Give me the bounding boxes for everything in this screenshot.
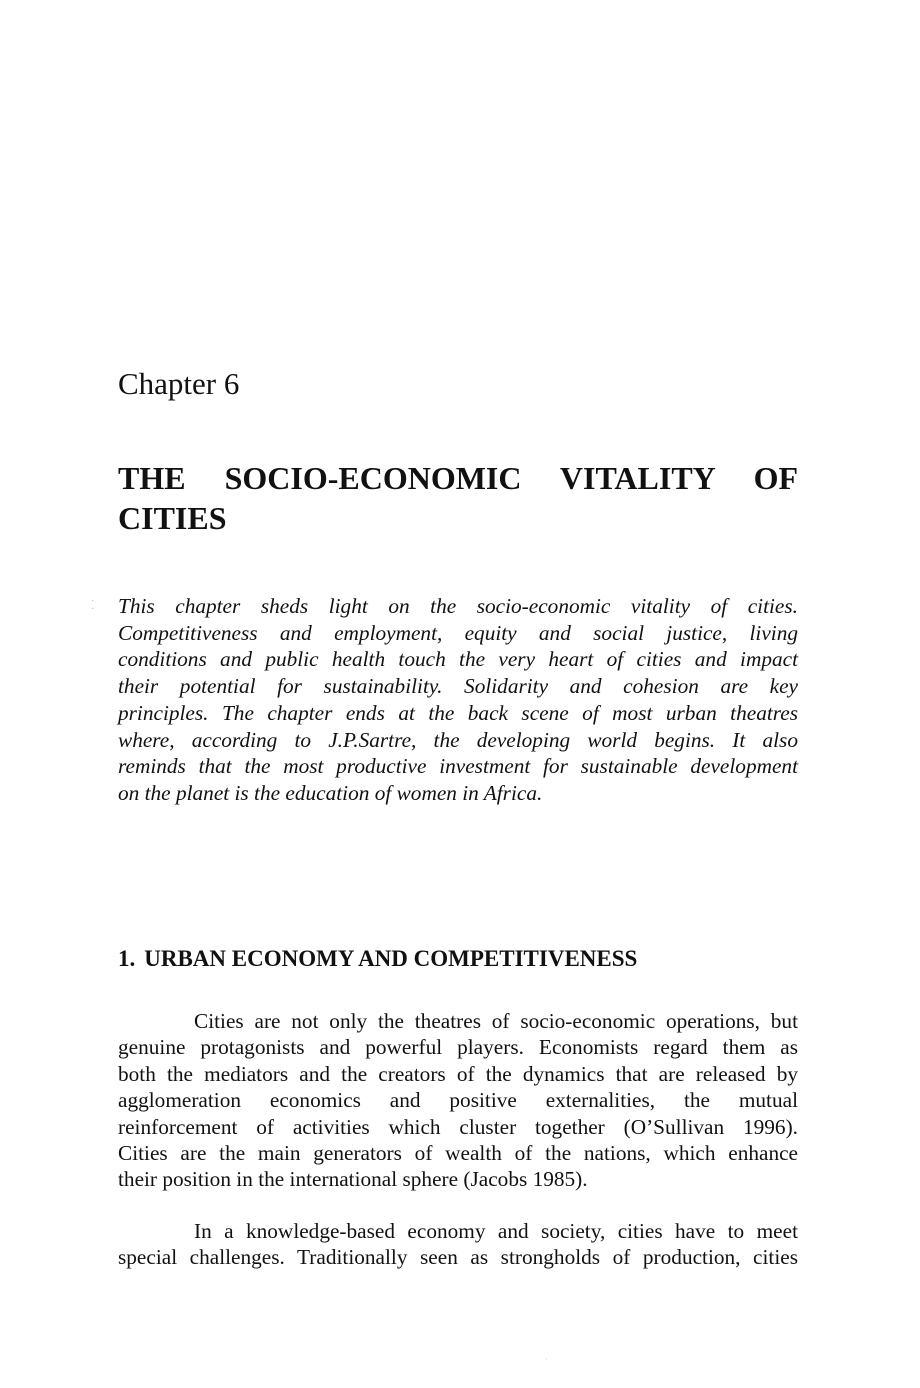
section-heading-text: URBAN ECONOMY AND COMPETITIVENESS [144, 946, 638, 971]
paragraph-line: both the mediators and the creators of the dynamics that are released by [118, 1061, 798, 1086]
abstract-line: This chapter sheds light on the socio-economic vitality of cities. [118, 594, 798, 618]
scan-speck: · [545, 1355, 548, 1364]
body-paragraph-2 [118, 1218, 798, 1271]
chapter-title [118, 458, 798, 538]
paragraph-line: special challenges. Traditionally seen as strongholds of production, cities [118, 1245, 798, 1270]
abstract-line: on the planet is the education of women in Africa. [118, 780, 543, 805]
body-paragraph-1 [118, 1008, 798, 1193]
paragraph-line: genuine protagonists and powerful players. Economists regard them as [118, 1035, 798, 1060]
section-number: 1. [118, 946, 136, 971]
paragraph-line: reinforcement of activities which cluster together (O’Sullivan 1996). [118, 1114, 798, 1139]
paragraph-line: their position in the international sphere (Jacobs 1985). [118, 1167, 588, 1192]
paragraph-line: Cities are the main generators of wealth of the nations, which enhance [118, 1141, 798, 1166]
abstract-line: Competitiveness and employment, equity and social justice, living [118, 620, 798, 645]
abstract-line: where, according to J.P.Sartre, the developing world begins. It also [118, 727, 798, 752]
chapter-title-line-1: THE SOCIO-ECONOMIC VITALITY OF [118, 460, 798, 496]
chapter-title-line-2: CITIES [118, 500, 227, 536]
paragraph-line: Cities are not only the theatres of socio-economic operations, but [194, 1009, 798, 1033]
abstract-line: conditions and public health touch the very heart of cities and impact [118, 647, 798, 672]
abstract-line: reminds that the most productive investment for sustainable development [118, 754, 798, 779]
margin-mark: · · [91, 596, 95, 615]
abstract-line: their potential for sustainability. Solidarity and cohesion are key [118, 674, 798, 699]
paragraph-line: In a knowledge-based economy and society, cities have to meet [194, 1219, 798, 1243]
section-heading [118, 943, 637, 975]
abstract-line: principles. The chapter ends at the back scene of most urban theatres [118, 700, 798, 725]
chapter-abstract [118, 593, 798, 807]
paragraph-line: agglomeration economics and positive externalities, the mutual [118, 1088, 798, 1113]
chapter-label: Chapter 6 [118, 366, 240, 401]
